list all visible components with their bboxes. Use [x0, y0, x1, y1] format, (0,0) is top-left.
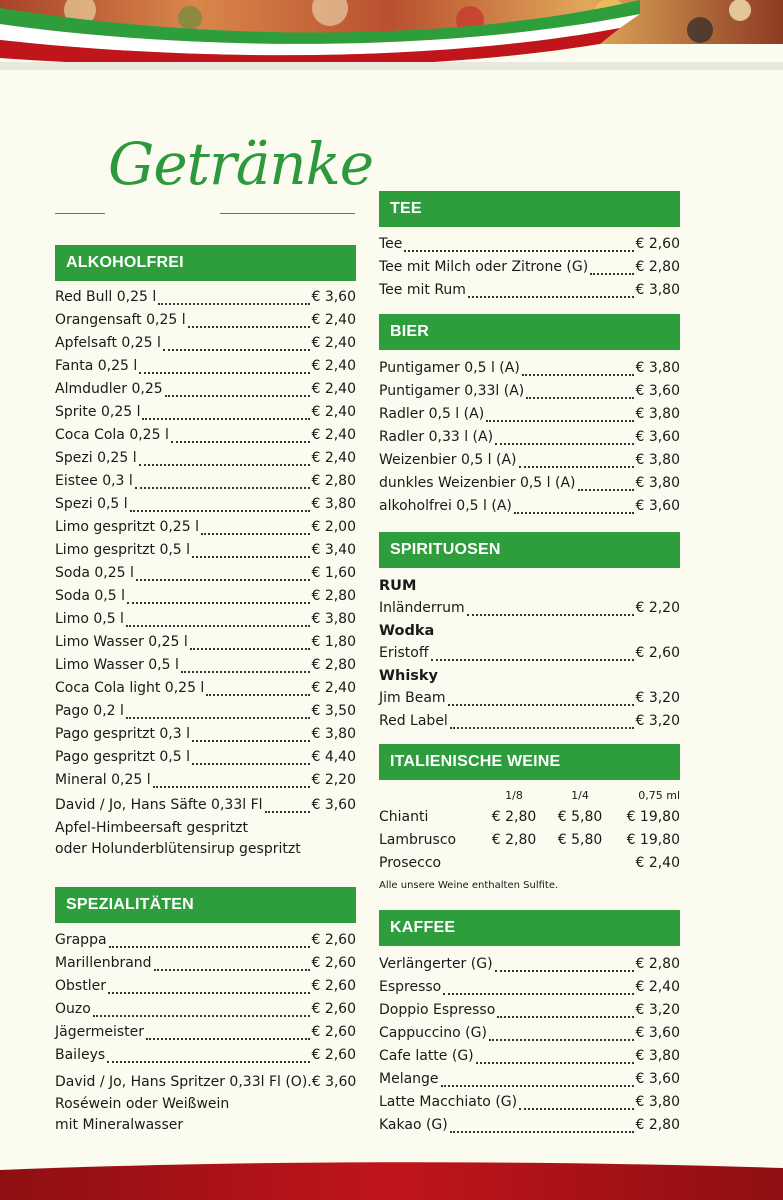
- list-item: [55, 677, 356, 700]
- item-price: € 3,60: [635, 383, 680, 399]
- item-price: € 2,80: [635, 956, 680, 972]
- item-name: Limo Wasser 0,25 l: [55, 634, 188, 650]
- item-name: Tee: [379, 236, 403, 252]
- list-item: [55, 470, 356, 493]
- list-item: [379, 426, 680, 449]
- item-price: € 2,60: [311, 1047, 356, 1063]
- item-price: € 3,80: [635, 1094, 680, 1110]
- list-item: [55, 794, 356, 817]
- item-price: € 3,80: [635, 282, 680, 298]
- list-item: [379, 642, 680, 665]
- item-price: € 2,60: [635, 236, 680, 252]
- item-name: David / Jo, Hans Spritzer 0,33l Fl (O).: [55, 1074, 312, 1090]
- item-name: Puntigamer 0,33l (A): [379, 383, 525, 399]
- leader-dots: [192, 556, 310, 558]
- item-price: € 3,80: [635, 475, 680, 491]
- leader-dots: [522, 374, 635, 376]
- item-price: € 2,40: [311, 312, 356, 328]
- leader-dots: [206, 694, 310, 696]
- item-name: Cappuccino (G): [379, 1025, 487, 1041]
- item-price: € 3,60: [311, 289, 356, 305]
- leader-dots: [497, 1016, 634, 1018]
- list-item: [55, 608, 356, 631]
- list-item: [379, 953, 680, 976]
- leader-dots: [486, 420, 634, 422]
- list-item: [379, 403, 680, 426]
- top-banner-image: [0, 0, 783, 76]
- list-item: [55, 700, 356, 723]
- leader-dots: [165, 395, 311, 397]
- spezialitaeten-special: [55, 1071, 356, 1094]
- bier-list: [379, 357, 680, 518]
- leader-dots: [192, 740, 310, 742]
- item-price: € 4,40: [311, 749, 356, 765]
- alkoholfrei-special: [55, 794, 356, 817]
- leader-dots: [190, 648, 311, 650]
- item-name: Limo gespritzt 0,25 l: [55, 519, 199, 535]
- table-row: [379, 829, 680, 852]
- wine-price-eighth: € 2,80: [491, 832, 537, 848]
- item-name: Orangensaft 0,25 l: [55, 312, 186, 328]
- item-name: Limo Wasser 0,5 l: [55, 657, 179, 673]
- leader-dots: [139, 464, 311, 466]
- item-price: € 3,20: [635, 1002, 680, 1018]
- item-price: € 2,80: [311, 657, 356, 673]
- list-item: [379, 1114, 680, 1137]
- list-item: [55, 378, 356, 401]
- list-item: [55, 401, 356, 424]
- list-item: [55, 539, 356, 562]
- list-item: [379, 1091, 680, 1114]
- wine-col-quarter: 1/4: [571, 789, 589, 802]
- leader-dots: [578, 489, 635, 491]
- item-name: Coca Cola light 0,25 l: [55, 680, 205, 696]
- item-name: Coca Cola 0,25 l: [55, 427, 169, 443]
- item-name: Sprite 0,25 l: [55, 404, 141, 420]
- list-item: [379, 1068, 680, 1091]
- wine-price-quarter: [547, 852, 613, 875]
- leader-dots: [495, 443, 634, 445]
- leader-dots: [108, 992, 311, 994]
- table-row: [379, 806, 680, 829]
- item-name: David / Jo, Hans Säfte 0,33l Fl: [55, 797, 263, 813]
- item-price: € 1,80: [311, 634, 356, 650]
- tee-list: [379, 233, 680, 302]
- item-name: Doppio Espresso: [379, 1002, 496, 1018]
- wine-name: Lambrusco: [379, 832, 457, 848]
- item-price: € 3,80: [311, 496, 356, 512]
- leader-dots: [476, 1062, 635, 1064]
- leader-dots: [107, 1061, 310, 1063]
- leader-dots: [514, 512, 635, 514]
- list-item: [55, 309, 356, 332]
- item-price: € 2,00: [311, 519, 356, 535]
- whisky-subheading: Whisky: [379, 668, 439, 684]
- weine-header: ITALIENISCHE WEINE: [379, 744, 680, 780]
- item-price: € 3,60: [311, 1074, 357, 1090]
- spirituosen-list: [379, 575, 680, 733]
- item-price: € 2,60: [311, 1001, 356, 1017]
- item-price: € 2,40: [311, 358, 356, 374]
- leader-dots: [450, 727, 635, 729]
- item-price: € 3,80: [635, 452, 680, 468]
- wodka-subheading: Wodka: [379, 623, 435, 639]
- item-name: Melange: [379, 1071, 439, 1087]
- title-divider-left: [55, 213, 105, 214]
- leader-dots: [135, 487, 311, 489]
- item-name: Espresso: [379, 979, 442, 995]
- list-item: [55, 975, 356, 998]
- spezialitaeten-list: [55, 929, 356, 1067]
- item-name: Pago gespritzt 0,5 l: [55, 749, 191, 765]
- list-item: [55, 929, 356, 952]
- item-name: Jim Beam: [379, 690, 446, 706]
- leader-dots: [153, 786, 311, 788]
- item-price: € 2,40: [311, 381, 356, 397]
- item-name: Tee mit Milch oder Zitrone (G): [379, 259, 589, 275]
- list-item: [379, 1045, 680, 1068]
- leader-dots: [146, 1038, 310, 1040]
- item-name: Red Label: [379, 713, 448, 729]
- leader-dots: [201, 533, 311, 535]
- leader-dots: [431, 659, 635, 661]
- leader-dots: [93, 1015, 311, 1017]
- leader-dots: [109, 946, 311, 948]
- wine-col-bottle: 0,75 ml: [638, 789, 680, 802]
- item-name: Limo 0,5 l: [55, 611, 124, 627]
- item-name: Cafe latte (G): [379, 1048, 474, 1064]
- list-item: [55, 723, 356, 746]
- list-item: [379, 597, 680, 620]
- item-price: € 3,80: [635, 1048, 680, 1064]
- leader-dots: [448, 704, 635, 706]
- item-price: € 2,60: [311, 1024, 356, 1040]
- list-item: [55, 1044, 356, 1067]
- item-name: Radler 0,5 l (A): [379, 406, 485, 422]
- leader-dots: [181, 671, 311, 673]
- spezialitaeten-note-1: Roséwein oder Weißwein: [55, 1096, 230, 1112]
- leader-dots: [126, 625, 311, 627]
- item-price: € 3,40: [311, 542, 356, 558]
- list-item: [55, 493, 356, 516]
- item-price: € 2,40: [311, 680, 356, 696]
- list-item: [379, 495, 680, 518]
- item-name: Verlängerter (G): [379, 956, 493, 972]
- wine-col-eighth: 1/8: [505, 789, 523, 802]
- leader-dots: [519, 466, 635, 468]
- item-name: Eistee 0,3 l: [55, 473, 133, 489]
- spezialitaeten-note-2: mit Mineralwasser: [55, 1117, 184, 1133]
- list-item: [55, 769, 356, 792]
- wine-price-bottle: € 2,40: [635, 855, 680, 871]
- list-item: [55, 1021, 356, 1044]
- item-price: € 2,60: [311, 955, 356, 971]
- wine-price-quarter: € 5,80: [557, 809, 603, 825]
- kaffee-list: [379, 953, 680, 1137]
- item-name: Mineral 0,25 l: [55, 772, 151, 788]
- leader-dots: [136, 579, 311, 581]
- item-name: Apfelsaft 0,25 l: [55, 335, 161, 351]
- wine-price-bottle: € 19,80: [626, 809, 680, 825]
- list-item: [55, 1071, 356, 1094]
- leader-dots: [519, 1108, 634, 1110]
- alkoholfrei-list: [55, 286, 356, 792]
- wine-name: Prosecco: [379, 855, 442, 871]
- item-name: Fanta 0,25 l: [55, 358, 138, 374]
- item-name: alkoholfrei 0,5 l (A): [379, 498, 512, 514]
- list-item: [55, 562, 356, 585]
- list-item: [379, 1022, 680, 1045]
- list-item: [379, 999, 680, 1022]
- item-price: € 2,40: [311, 450, 356, 466]
- leader-dots: [127, 602, 310, 604]
- list-item: [55, 355, 356, 378]
- item-price: € 3,50: [311, 703, 356, 719]
- item-price: € 3,20: [635, 690, 680, 706]
- wine-price-eighth: [481, 852, 547, 875]
- wine-table: [379, 786, 680, 875]
- item-price: € 2,40: [635, 979, 680, 995]
- leader-dots: [163, 349, 311, 351]
- wine-price-bottle: € 19,80: [626, 832, 680, 848]
- item-price: € 3,80: [635, 406, 680, 422]
- item-name: Obstler: [55, 978, 106, 994]
- title-divider-right: [220, 213, 355, 214]
- list-item: [55, 286, 356, 309]
- item-price: € 3,60: [635, 429, 680, 445]
- list-item: [55, 516, 356, 539]
- leader-dots: [443, 993, 634, 995]
- spirituosen-header: SPIRITUOSEN: [379, 532, 680, 568]
- leader-dots: [188, 326, 311, 328]
- list-item: [379, 380, 680, 403]
- list-item: [379, 687, 680, 710]
- item-price: € 3,60: [635, 1071, 680, 1087]
- spezialitaeten-header: SPEZIALITÄTEN: [55, 887, 356, 923]
- list-item: [55, 654, 356, 677]
- item-price: € 3,80: [311, 611, 356, 627]
- item-price: € 3,60: [635, 498, 680, 514]
- leader-dots: [142, 418, 310, 420]
- leader-dots: [526, 397, 634, 399]
- leader-dots: [265, 811, 311, 813]
- leader-dots: [468, 296, 635, 298]
- leader-dots: [489, 1039, 635, 1041]
- list-item: [55, 447, 356, 470]
- leader-dots: [590, 273, 634, 275]
- item-name: Red Bull 0,25 l: [55, 289, 157, 305]
- leader-dots: [450, 1131, 635, 1133]
- leader-dots: [139, 372, 310, 374]
- item-price: € 2,60: [311, 978, 356, 994]
- item-price: € 2,20: [635, 600, 680, 616]
- alkoholfrei-note-1: Apfel-Himbeersaft gespritzt: [55, 820, 249, 836]
- item-name: Marillenbrand: [55, 955, 152, 971]
- item-name: Jägermeister: [55, 1024, 145, 1040]
- wine-price-quarter: € 5,80: [557, 832, 603, 848]
- item-price: € 2,80: [635, 259, 680, 275]
- wine-price-eighth: € 2,80: [491, 809, 537, 825]
- list-item: [55, 746, 356, 769]
- item-price: € 1,60: [311, 565, 356, 581]
- leader-dots: [126, 717, 311, 719]
- list-item: [55, 952, 356, 975]
- bier-header: BIER: [379, 314, 680, 350]
- list-item: [55, 998, 356, 1021]
- list-item: [379, 357, 680, 380]
- item-name: Puntigamer 0,5 l (A): [379, 360, 520, 376]
- leader-dots: [404, 250, 634, 252]
- leader-dots: [192, 763, 310, 765]
- leader-dots: [495, 970, 635, 972]
- item-price: € 2,20: [311, 772, 356, 788]
- item-name: Latte Macchiato (G): [379, 1094, 518, 1110]
- tee-header: TEE: [379, 191, 680, 227]
- bottom-decor-band: [0, 1158, 783, 1200]
- kaffee-header: KAFFEE: [379, 910, 680, 946]
- page-title: Getränke: [108, 130, 374, 198]
- item-name: Kakao (G): [379, 1117, 448, 1133]
- item-name: Spezi 0,5 l: [55, 496, 128, 512]
- table-row: [379, 852, 680, 875]
- item-name: Limo gespritzt 0,5 l: [55, 542, 191, 558]
- list-item: [55, 631, 356, 654]
- list-item: [379, 449, 680, 472]
- item-price: € 3,60: [635, 1025, 680, 1041]
- list-item: [379, 710, 680, 733]
- item-price: € 3,80: [635, 360, 680, 376]
- list-item: [379, 472, 680, 495]
- leader-dots: [441, 1085, 635, 1087]
- wine-col-blank: [379, 786, 481, 806]
- item-price: € 2,40: [311, 427, 356, 443]
- item-name: Weizenbier 0,5 l (A): [379, 452, 517, 468]
- item-name: Inländerrum: [379, 600, 465, 616]
- wine-table-header: [379, 786, 680, 806]
- list-item: [55, 424, 356, 447]
- item-name: dunkles Weizenbier 0,5 l (A): [379, 475, 576, 491]
- alkoholfrei-header: ALKOHOLFREI: [55, 245, 356, 281]
- item-price: € 3,20: [635, 713, 680, 729]
- item-price: € 2,80: [311, 588, 356, 604]
- item-price: € 2,60: [635, 645, 680, 661]
- leader-dots: [467, 614, 635, 616]
- item-name: Eristoff: [379, 645, 429, 661]
- item-name: Baileys: [55, 1047, 106, 1063]
- item-name: Almdudler 0,25: [55, 381, 163, 397]
- item-name: Ouzo: [55, 1001, 91, 1017]
- list-item: [379, 279, 680, 302]
- alkoholfrei-note-2: oder Holunderblütensirup gespritzt: [55, 841, 301, 857]
- wine-name: Chianti: [379, 809, 429, 825]
- item-price: € 2,60: [311, 932, 356, 948]
- list-item: [55, 585, 356, 608]
- leader-dots: [171, 441, 311, 443]
- item-name: Soda 0,5 l: [55, 588, 125, 604]
- rum-subheading: RUM: [379, 578, 417, 594]
- list-item: [379, 233, 680, 256]
- item-price: € 2,80: [635, 1117, 680, 1133]
- item-price: € 3,80: [311, 726, 356, 742]
- item-name: Spezi 0,25 l: [55, 450, 137, 466]
- item-price: € 2,80: [311, 473, 356, 489]
- item-name: Radler 0,33 l (A): [379, 429, 494, 445]
- sulfite-note: Alle unsere Weine enthalten Sulfite.: [379, 880, 559, 891]
- item-name: Soda 0,25 l: [55, 565, 134, 581]
- item-name: Pago 0,2 l: [55, 703, 124, 719]
- list-item: [379, 976, 680, 999]
- item-price: € 2,40: [311, 404, 356, 420]
- item-name: Tee mit Rum: [379, 282, 466, 298]
- list-item: [379, 256, 680, 279]
- leader-dots: [154, 969, 311, 971]
- leader-dots: [158, 303, 310, 305]
- list-item: [55, 332, 356, 355]
- item-name: Grappa: [55, 932, 107, 948]
- item-price: € 3,60: [311, 797, 356, 813]
- item-name: Pago gespritzt 0,3 l: [55, 726, 191, 742]
- leader-dots: [130, 510, 311, 512]
- item-price: € 2,40: [311, 335, 356, 351]
